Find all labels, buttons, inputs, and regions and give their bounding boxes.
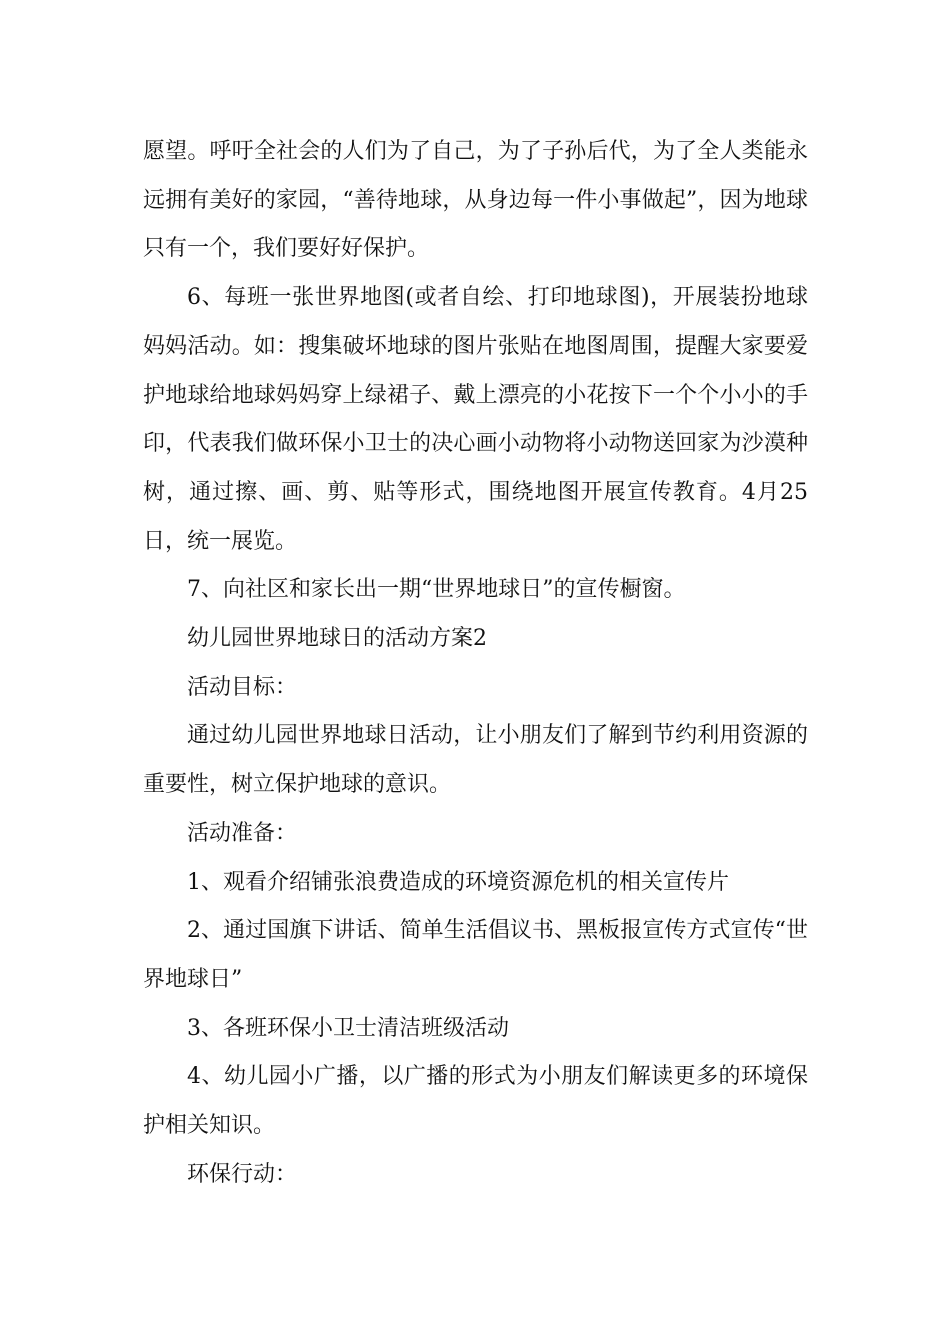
paragraph-goals: 通过幼儿园世界地球日活动，让小朋友们了解到节约利用资源的重要性，树立保护地球的意识。: [143, 723, 808, 798]
heading-activity-preparation: 活动准备：: [187, 820, 298, 846]
prep-item-3: 3、各班环保小卫士清洁班级活动: [187, 1015, 509, 1041]
document-body: [143, 128, 808, 1199]
heading-activity-goals: 活动目标：: [187, 674, 298, 700]
paragraph-intro-continuation: 愿望。呼吁全社会的人们为了自己，为了子孙后代，为了全人类能永远拥有美好的家园，“善待地球，从身边每一件小事做起”，因为地球只有一个，我们要好好保护。: [143, 139, 808, 262]
prep-item-2: 2、通过国旗下讲话、简单生活倡议书、黑板报宣传方式宣传“世界地球日”: [143, 918, 808, 992]
section-title: 幼儿园世界地球日的活动方案2: [187, 626, 487, 652]
prep-item-4: 4、幼儿园小广播，以广播的形式为小朋友们解读更多的环境保护相关知识。: [143, 1064, 808, 1139]
prep-item-1: 1、观看介绍铺张浪费造成的环境资源危机的相关宣传片: [187, 869, 729, 895]
paragraph-item-6: 6、每班一张世界地图(或者自绘、打印地球图)，开展装扮地球妈妈活动。如：搜集破坏地球的图片张贴在地图周围，提醒大家要爱护地球给地球妈妈穿上绿裙子、戴上漂亮的小花按下一个个小小的手印，代表我们做环保小卫士的决心画小动物将小动物送回家为沙漠种树，通过擦、画、剪、贴等形式，围绕地图开展宣传教育。4月25日，统一展览。: [143, 285, 808, 554]
heading-eco-action: 环保行动：: [187, 1161, 298, 1187]
paragraph-item-7: 7、向社区和家长出一期“世界地球日”的宣传橱窗。: [187, 577, 686, 603]
